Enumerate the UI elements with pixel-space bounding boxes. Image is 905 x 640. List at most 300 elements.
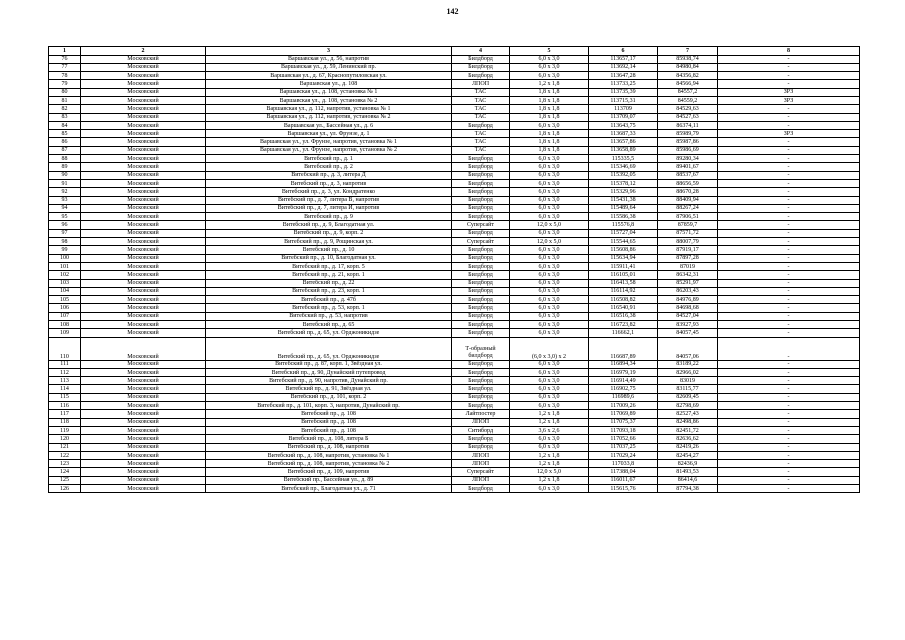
zone-cell: - — [718, 213, 860, 221]
row-number-cell: 95 — [49, 213, 81, 221]
size-cell: 6,0 x 3,0 — [510, 204, 589, 212]
table-row — [49, 80, 860, 88]
size-cell: 6,0 x 3,0 — [510, 246, 589, 254]
structure-type-cell: Билдборд — [452, 287, 510, 295]
size-cell: 1,2 x 1,8 — [510, 460, 589, 468]
address-cell: Варшавская ул., ул. Фрунзе, напротив, установка № 1 — [206, 138, 452, 146]
district-cell: Московский — [81, 360, 206, 368]
row-number-cell: 113 — [49, 377, 81, 385]
structure-type-cell: Суперсайт — [452, 238, 510, 246]
y-coordinate-cell: 84356,82 — [658, 72, 718, 80]
x-coordinate-cell: 116516,38 — [589, 312, 658, 320]
size-cell: 1,8 x 1,8 — [510, 113, 589, 121]
x-coordinate-cell: 113687,33 — [589, 130, 658, 138]
size-cell: 6,0 x 3,0 — [510, 63, 589, 71]
header-cell: 2 — [81, 47, 206, 56]
x-coordinate-cell: 115615,76 — [589, 485, 658, 493]
structure-type-cell: ТАС — [452, 96, 510, 104]
structure-type-cell: Билдборд — [452, 63, 510, 71]
x-coordinate-cell: 115586,38 — [589, 213, 658, 221]
advertising-structures-table — [48, 46, 860, 493]
zone-cell: - — [718, 435, 860, 443]
structure-type-cell: ЛПОП — [452, 418, 510, 426]
y-coordinate-cell: 84557,2 — [658, 88, 718, 96]
structure-type-cell: ЛПОП — [452, 80, 510, 88]
y-coordinate-cell: 84529,63 — [658, 105, 718, 113]
y-coordinate-cell: 84976,89 — [658, 296, 718, 304]
size-cell: 6,0 x 3,0 — [510, 393, 589, 401]
zone-cell: - — [718, 443, 860, 451]
district-cell: Московский — [81, 171, 206, 179]
zone-cell: - — [718, 262, 860, 270]
address-cell: Витебский пр., д. 7, литера И, напротив — [206, 204, 452, 212]
x-coordinate-cell: 115727,04 — [589, 229, 658, 237]
zone-cell: - — [718, 63, 860, 71]
size-cell: 6,0 x 3,0 — [510, 329, 589, 337]
size-cell: 1,8 x 1,8 — [510, 146, 589, 154]
address-cell: Витебский пр., д. 108 — [206, 410, 452, 418]
structure-type-cell: Билдборд — [452, 402, 510, 410]
district-cell: Московский — [81, 88, 206, 96]
x-coordinate-cell: 117069,89 — [589, 410, 658, 418]
y-coordinate-cell: 82966,02 — [658, 368, 718, 376]
y-coordinate-cell: 84057,06 — [658, 337, 718, 360]
zone-cell: - — [718, 254, 860, 262]
structure-type-cell: Билдборд — [452, 279, 510, 287]
x-coordinate-cell: 116894,34 — [589, 360, 658, 368]
structure-type-cell: Билдборд — [452, 163, 510, 171]
structure-type-cell: Суперсайт — [452, 221, 510, 229]
district-cell: Московский — [81, 312, 206, 320]
zone-cell: - — [718, 410, 860, 418]
table-row — [49, 63, 860, 71]
district-cell: Московский — [81, 321, 206, 329]
structure-type-cell: Билдборд — [452, 377, 510, 385]
district-cell: Московский — [81, 485, 206, 493]
y-coordinate-cell: 83019 — [658, 377, 718, 385]
district-cell: Московский — [81, 138, 206, 146]
district-cell: Московский — [81, 393, 206, 401]
y-coordinate-cell: 85986,69 — [658, 146, 718, 154]
x-coordinate-cell: 116662,1 — [589, 329, 658, 337]
x-coordinate-cell: 115346,69 — [589, 163, 658, 171]
structure-type-cell: ЛПОП — [452, 476, 510, 484]
table-row — [49, 279, 860, 287]
y-coordinate-cell: 82498,86 — [658, 418, 718, 426]
size-cell: 1,2 x 1,8 — [510, 80, 589, 88]
address-cell: Витебский пр., д. 21, корп. 1 — [206, 271, 452, 279]
address-cell: Витебский пр., д. 9, корп. 2 — [206, 229, 452, 237]
zone-cell: - — [718, 304, 860, 312]
zone-cell: - — [718, 279, 860, 287]
district-cell: Московский — [81, 402, 206, 410]
zone-cell: - — [718, 163, 860, 171]
x-coordinate-cell: 113692,14 — [589, 63, 658, 71]
district-cell: Московский — [81, 451, 206, 459]
district-cell: Московский — [81, 80, 206, 88]
district-cell: Московский — [81, 443, 206, 451]
structure-type-cell: Билдборд — [452, 179, 510, 187]
y-coordinate-cell: 81493,53 — [658, 468, 718, 476]
y-coordinate-cell: 86203,43 — [658, 287, 718, 295]
zone-cell: - — [718, 312, 860, 320]
header-cell: 7 — [658, 47, 718, 56]
zone-cell: - — [718, 418, 860, 426]
size-cell: 6,0 x 3,0 — [510, 485, 589, 493]
structure-type-cell: Билдборд — [452, 485, 510, 493]
y-coordinate-cell: 83189,22 — [658, 360, 718, 368]
zone-cell: - — [718, 468, 860, 476]
table-row — [49, 213, 860, 221]
y-coordinate-cell: 84566,94 — [658, 80, 718, 88]
district-cell: Московский — [81, 329, 206, 337]
x-coordinate-cell: 117388,04 — [589, 468, 658, 476]
x-coordinate-cell: 115392,05 — [589, 171, 658, 179]
x-coordinate-cell: 115489,64 — [589, 204, 658, 212]
district-cell: Московский — [81, 179, 206, 187]
structure-type-cell: ТАС — [452, 146, 510, 154]
address-cell: Витебский пр., д. 53, корп. 1 — [206, 304, 452, 312]
district-cell: Московский — [81, 296, 206, 304]
address-cell: Витебский пр., д. 108, литера Б — [206, 435, 452, 443]
size-cell: 6,0 x 3,0 — [510, 360, 589, 368]
table-row — [49, 360, 860, 368]
row-number-cell: 110 — [49, 337, 81, 360]
y-coordinate-cell: 84057,45 — [658, 329, 718, 337]
table-row — [49, 451, 860, 459]
y-coordinate-cell: 87794,38 — [658, 485, 718, 493]
district-cell: Московский — [81, 287, 206, 295]
district-cell: Московский — [81, 426, 206, 434]
zone-cell: ЗРЗ — [718, 88, 860, 96]
district-cell: Московский — [81, 63, 206, 71]
row-number-cell: 76 — [49, 55, 81, 63]
address-cell: Витебский пр., д. 3, ул. Кондратенко — [206, 188, 452, 196]
x-coordinate-cell: 116413,58 — [589, 279, 658, 287]
row-number-cell: 96 — [49, 221, 81, 229]
address-cell: Витебский пр., д. 9 — [206, 213, 452, 221]
size-cell: 1,2 x 1,8 — [510, 476, 589, 484]
zone-cell: - — [718, 271, 860, 279]
district-cell: Московский — [81, 254, 206, 262]
y-coordinate-cell: 82454,27 — [658, 451, 718, 459]
structure-type-cell: Билдборд — [452, 312, 510, 320]
row-number-cell: 97 — [49, 229, 81, 237]
district-cell: Московский — [81, 262, 206, 270]
address-cell: Витебский пр., д. 23, корп. 1 — [206, 287, 452, 295]
structure-type-cell: ЛПОП — [452, 460, 510, 468]
zone-cell: - — [718, 246, 860, 254]
header-cell: 6 — [589, 47, 658, 56]
size-cell: 6,0 x 3,0 — [510, 402, 589, 410]
y-coordinate-cell: 88670,28 — [658, 188, 718, 196]
size-cell: 1,2 x 1,8 — [510, 418, 589, 426]
table-row — [49, 155, 860, 163]
table-row — [49, 460, 860, 468]
x-coordinate-cell: 115329,96 — [589, 188, 658, 196]
structure-type-cell: Билдборд — [452, 155, 510, 163]
zone-cell: - — [718, 329, 860, 337]
table-row — [49, 121, 860, 129]
x-coordinate-cell: 117029,24 — [589, 451, 658, 459]
row-number-cell: 125 — [49, 476, 81, 484]
x-coordinate-cell: 116540,91 — [589, 304, 658, 312]
address-cell: Витебский пр., д. 108, напротив, установка № 2 — [206, 460, 452, 468]
address-cell: Варшавская ул., д. 59, Ленинский пр. — [206, 63, 452, 71]
size-cell: 12,0 x 5,0 — [510, 221, 589, 229]
row-number-cell: 92 — [49, 188, 81, 196]
district-cell: Московский — [81, 468, 206, 476]
x-coordinate-cell: 116105,01 — [589, 271, 658, 279]
y-coordinate-cell: 88656,59 — [658, 179, 718, 187]
table-row — [49, 476, 860, 484]
size-cell: 6,0 x 3,0 — [510, 304, 589, 312]
table-row — [49, 105, 860, 113]
row-number-cell: 84 — [49, 121, 81, 129]
zone-cell: - — [718, 296, 860, 304]
structure-type-cell: ТАС — [452, 138, 510, 146]
address-cell: Варшавская ул., Бассейная ул., д. 6 — [206, 121, 452, 129]
table-row — [49, 238, 860, 246]
structure-type-cell: Билдборд — [452, 321, 510, 329]
x-coordinate-cell: 113709 — [589, 105, 658, 113]
x-coordinate-cell: 116508,82 — [589, 296, 658, 304]
size-cell: 6,0 x 3,0 — [510, 262, 589, 270]
x-coordinate-cell: 116902,75 — [589, 385, 658, 393]
zone-cell: - — [718, 113, 860, 121]
size-cell: 6,0 x 3,0 — [510, 55, 589, 63]
district-cell: Московский — [81, 435, 206, 443]
zone-cell: - — [718, 105, 860, 113]
row-number-cell: 107 — [49, 312, 81, 320]
address-cell: Варшавская ул., д. 56, напротив — [206, 55, 452, 63]
x-coordinate-cell: 115634,94 — [589, 254, 658, 262]
district-cell: Московский — [81, 460, 206, 468]
size-cell: 1,8 x 1,8 — [510, 88, 589, 96]
size-cell: 6,0 x 3,0 — [510, 435, 589, 443]
table-row — [49, 188, 860, 196]
table-row — [49, 418, 860, 426]
size-cell: 6,0 x 3,0 — [510, 171, 589, 179]
table-row — [49, 393, 860, 401]
row-number-cell: 123 — [49, 460, 81, 468]
x-coordinate-cell: 115911,41 — [589, 262, 658, 270]
row-number-cell: 78 — [49, 72, 81, 80]
y-coordinate-cell: 87019 — [658, 262, 718, 270]
zone-cell: - — [718, 476, 860, 484]
table-row — [49, 377, 860, 385]
table-row — [49, 55, 860, 63]
row-number-cell: 77 — [49, 63, 81, 71]
district-cell: Московский — [81, 55, 206, 63]
size-cell: 1,2 x 1,8 — [510, 451, 589, 459]
district-cell: Московский — [81, 188, 206, 196]
table-row — [49, 88, 860, 96]
x-coordinate-cell: 116011,67 — [589, 476, 658, 484]
x-coordinate-cell: 116723,82 — [589, 321, 658, 329]
size-cell: 6,0 x 3,0 — [510, 179, 589, 187]
row-number-cell: 99 — [49, 246, 81, 254]
y-coordinate-cell: 89280,34 — [658, 155, 718, 163]
y-coordinate-cell: 82527,43 — [658, 410, 718, 418]
address-cell: Витебский пр., д. 3, напротив — [206, 179, 452, 187]
row-number-cell: 106 — [49, 304, 81, 312]
address-cell: Витебский пр., д. 22 — [206, 279, 452, 287]
structure-type-cell: Суперсайт — [452, 468, 510, 476]
row-number-cell: 100 — [49, 254, 81, 262]
y-coordinate-cell: 84980,84 — [658, 63, 718, 71]
y-coordinate-cell: 82451,72 — [658, 426, 718, 434]
size-cell: 6,0 x 3,0 — [510, 296, 589, 304]
address-cell: Витебский пр., д. 101, корп. 3, напротив, Дунайский пр. — [206, 402, 452, 410]
size-cell: 6,0 x 3,0 — [510, 254, 589, 262]
district-cell: Московский — [81, 113, 206, 121]
header-cell: 1 — [49, 47, 81, 56]
y-coordinate-cell: 82609,45 — [658, 393, 718, 401]
table-row — [49, 221, 860, 229]
zone-cell: - — [718, 402, 860, 410]
address-cell: Витебский пр., д. 1 — [206, 155, 452, 163]
row-number-cell: 102 — [49, 271, 81, 279]
table-row — [49, 287, 860, 295]
structure-type-cell: Билдборд — [452, 55, 510, 63]
address-cell: Варшавская ул., ул. Фрунзе, напротив, установка № 2 — [206, 146, 452, 154]
zone-cell: - — [718, 460, 860, 468]
row-number-cell: 126 — [49, 485, 81, 493]
district-cell: Московский — [81, 418, 206, 426]
y-coordinate-cell: 84527,63 — [658, 113, 718, 121]
y-coordinate-cell: 88409,94 — [658, 196, 718, 204]
district-cell: Московский — [81, 96, 206, 104]
table-row — [49, 271, 860, 279]
district-cell: Московский — [81, 204, 206, 212]
x-coordinate-cell: 117075,37 — [589, 418, 658, 426]
address-cell: Витебский пр., д. 10 — [206, 246, 452, 254]
table-row — [49, 329, 860, 337]
row-number-cell: 85 — [49, 130, 81, 138]
row-number-cell: 115 — [49, 393, 81, 401]
x-coordinate-cell: 117033,8 — [589, 460, 658, 468]
table-row — [49, 138, 860, 146]
size-cell: 12,0 x 5,0 — [510, 468, 589, 476]
structure-type-cell: Билдборд — [452, 196, 510, 204]
y-coordinate-cell: 82798,69 — [658, 402, 718, 410]
address-cell: Витебский пр., д. 17, корп. 5 — [206, 262, 452, 270]
address-cell: Витебский пр., д. 90, напротив, Дунайский пр. — [206, 377, 452, 385]
table-row — [49, 485, 860, 493]
size-cell: 6,0 x 3,0 — [510, 271, 589, 279]
header-cell: 3 — [206, 47, 452, 56]
table-row — [49, 321, 860, 329]
y-coordinate-cell: 85291,97 — [658, 279, 718, 287]
zone-cell: - — [718, 229, 860, 237]
row-number-cell: 121 — [49, 443, 81, 451]
x-coordinate-cell: 113657,17 — [589, 55, 658, 63]
address-cell: Витебский пр., д. 65 — [206, 321, 452, 329]
structure-type-cell: Билдборд — [452, 188, 510, 196]
district-cell: Московский — [81, 385, 206, 393]
table-row — [49, 72, 860, 80]
x-coordinate-cell: 115608,86 — [589, 246, 658, 254]
structure-type-cell: Билдборд — [452, 262, 510, 270]
structure-type-cell: Ситиборд — [452, 426, 510, 434]
x-coordinate-cell: 115544,65 — [589, 238, 658, 246]
row-number-cell: 103 — [49, 279, 81, 287]
table-row — [49, 179, 860, 187]
zone-cell: - — [718, 204, 860, 212]
row-number-cell: 86 — [49, 138, 81, 146]
address-cell: Витебский пр., д. 2 — [206, 163, 452, 171]
structure-type-cell: ТАС — [452, 130, 510, 138]
row-number-cell: 114 — [49, 385, 81, 393]
x-coordinate-cell: 116914,49 — [589, 377, 658, 385]
zone-cell: - — [718, 171, 860, 179]
y-coordinate-cell: 85987,86 — [658, 138, 718, 146]
y-coordinate-cell: 82636,62 — [658, 435, 718, 443]
address-cell: Витебский пр., д. 108, напротив, установка № 1 — [206, 451, 452, 459]
structure-type-cell: Билдборд — [452, 385, 510, 393]
zone-cell: - — [718, 377, 860, 385]
district-cell: Московский — [81, 213, 206, 221]
x-coordinate-cell: 113647,28 — [589, 72, 658, 80]
y-coordinate-cell: 87897,28 — [658, 254, 718, 262]
row-number-cell: 79 — [49, 80, 81, 88]
structure-type-cell: Билдборд — [452, 204, 510, 212]
size-cell: 1,2 x 1,8 — [510, 410, 589, 418]
structure-type-cell: Билдборд — [452, 435, 510, 443]
y-coordinate-cell: 87906,51 — [658, 213, 718, 221]
x-coordinate-cell: 116979,19 — [589, 368, 658, 376]
address-cell: Витебский пр., д. 10, Благодатная ул. — [206, 254, 452, 262]
address-cell: Витебский пр., д. 109, напротив — [206, 468, 452, 476]
size-cell: 6,0 x 3,0 — [510, 229, 589, 237]
address-cell: Варшавская ул., ул. Фрунзе, д. 1 — [206, 130, 452, 138]
y-coordinate-cell: 83115,77 — [658, 385, 718, 393]
structure-type-cell: Билдборд — [452, 296, 510, 304]
row-number-cell: 118 — [49, 418, 81, 426]
table-row — [49, 468, 860, 476]
row-number-cell: 80 — [49, 88, 81, 96]
address-cell: Витебский пр., д. 53, напротив — [206, 312, 452, 320]
table-header-row — [49, 47, 860, 56]
district-cell: Московский — [81, 304, 206, 312]
x-coordinate-cell: 116989,6 — [589, 393, 658, 401]
table-row — [49, 368, 860, 376]
structure-type-cell: ЛПОП — [452, 451, 510, 459]
zone-cell: - — [718, 146, 860, 154]
structure-type-cell: Билдборд — [452, 121, 510, 129]
district-cell: Московский — [81, 271, 206, 279]
address-cell: Витебский пр., д. 7, литера В, напротив — [206, 196, 452, 204]
y-coordinate-cell: 82436,9 — [658, 460, 718, 468]
zone-cell: - — [718, 179, 860, 187]
table-row — [49, 171, 860, 179]
y-coordinate-cell: 86342,31 — [658, 271, 718, 279]
row-number-cell: 82 — [49, 105, 81, 113]
y-coordinate-cell: 88537,67 — [658, 171, 718, 179]
zone-cell: - — [718, 368, 860, 376]
row-number-cell: 117 — [49, 410, 81, 418]
header-cell: 4 — [452, 47, 510, 56]
address-cell: Витебский пр., д. 91, Звёздная ул. — [206, 385, 452, 393]
y-coordinate-cell: 83927,93 — [658, 321, 718, 329]
structure-type-cell: Билдборд — [452, 329, 510, 337]
structure-type-cell: ТАС — [452, 105, 510, 113]
structure-type-cell: Билдборд — [452, 393, 510, 401]
y-coordinate-cell: 84559,2 — [658, 96, 718, 104]
table-row — [49, 130, 860, 138]
y-coordinate-cell: 86374,11 — [658, 121, 718, 129]
